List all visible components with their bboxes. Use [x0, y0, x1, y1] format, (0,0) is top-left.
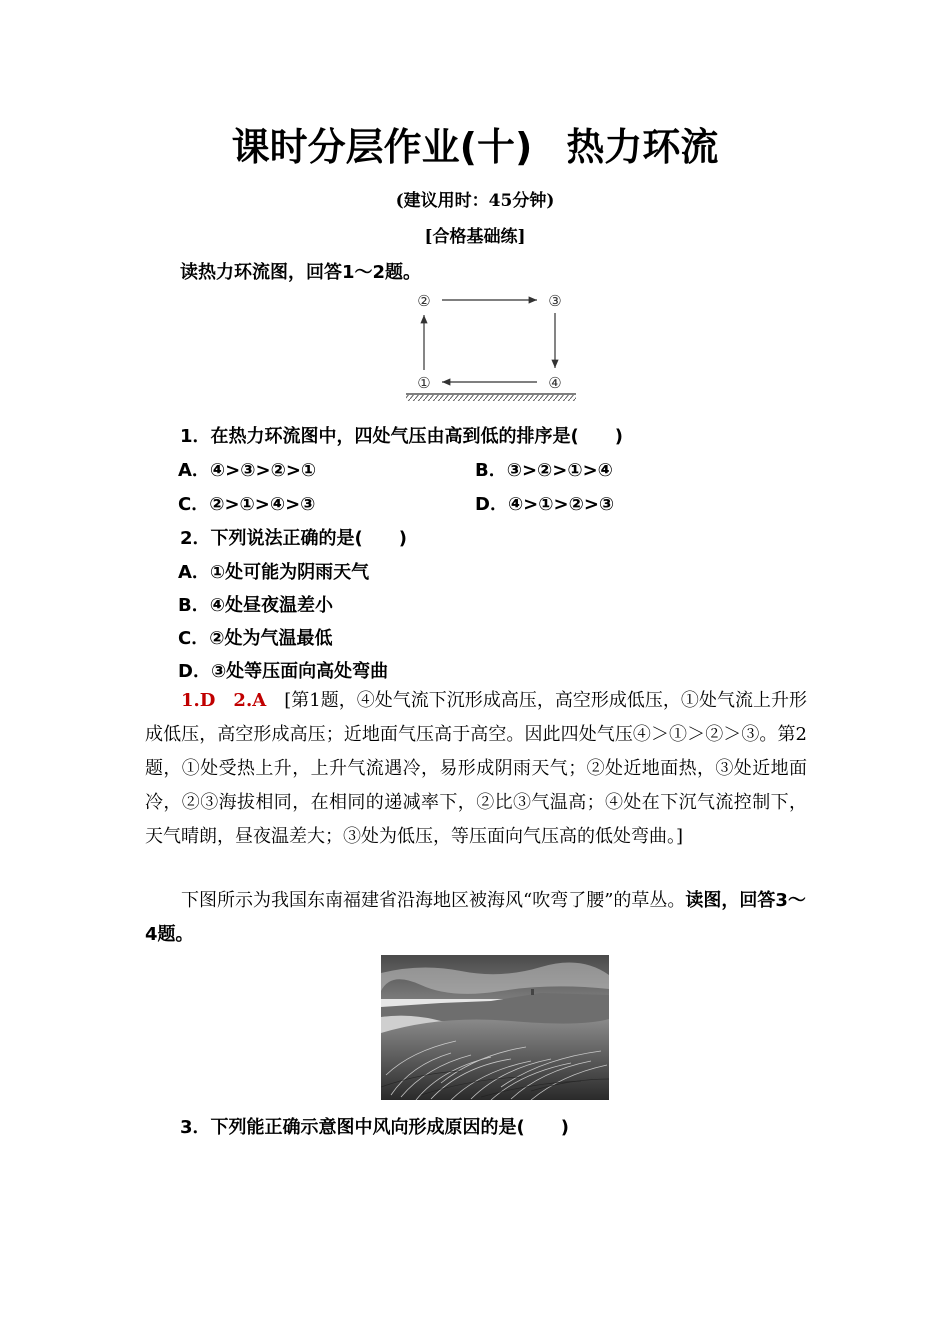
- q2-stem: 2．下列说法正确的是( ): [180, 528, 407, 549]
- point-2: ②: [417, 292, 431, 310]
- intro-q3-4: 下图所示为我国东南福建省沿海地区被海风“吹弯了腰”的草丛。读图，回答3～4题。: [145, 890, 806, 945]
- q1-stem: 1．在热力环流图中，四处气压由高到低的排序是( ): [180, 426, 623, 447]
- q2-option-b: B．④处昼夜温差小: [178, 595, 333, 616]
- point-4: ④: [548, 374, 562, 392]
- q3-stem: 3．下列能正确示意图中风向形成原因的是( ): [180, 1117, 569, 1138]
- page-title: 课时分层作业(十) 热力环流: [231, 125, 719, 169]
- thermal-circulation-diagram: [400, 285, 580, 407]
- answer-key: 1.D 2.A: [181, 690, 267, 711]
- q2-option-d: D．③处等压面向高处弯曲: [178, 661, 389, 682]
- q2-option-c: C．②处为气温最低: [178, 628, 333, 649]
- intro-q1-2: 读热力环流图，回答1～2题。: [180, 262, 422, 283]
- q1-option-a: A．④>③>②>①: [178, 460, 317, 481]
- q1-option-c: C．②>①>④>③: [178, 494, 316, 515]
- ground-hatch: [406, 395, 576, 401]
- q1-option-b: B．③>②>①>④: [475, 460, 613, 481]
- grass-photo: [381, 955, 609, 1100]
- section-label: [合格基础练]: [424, 227, 526, 247]
- explanation-text: [第1题，④处气流下沉形成高压，高空形成低压，①处气流上升形成低压，高空形成高压；近地面气压高于高空。因此四处气压④＞①＞②＞③。第2题，①处受热上升，上升气流遇冷，易形成阴雨天气；②处近地面热，③处近地面冷，②③海拔相同，在相同的递减率下，②比③气温高；④处在下沉气流控制下，天气晴朗，昼夜温差大；③处为低压，等压面向气压高的低处弯曲。]: [145, 690, 807, 847]
- q1-option-d: D．④>①>②>③: [475, 494, 615, 515]
- suggested-time: (建议用时：45分钟): [395, 191, 555, 211]
- point-3: ③: [548, 292, 562, 310]
- answer-explanation: [145, 684, 807, 854]
- q2-option-a: A．①处可能为阴雨天气: [178, 562, 370, 583]
- point-1: ①: [417, 374, 431, 392]
